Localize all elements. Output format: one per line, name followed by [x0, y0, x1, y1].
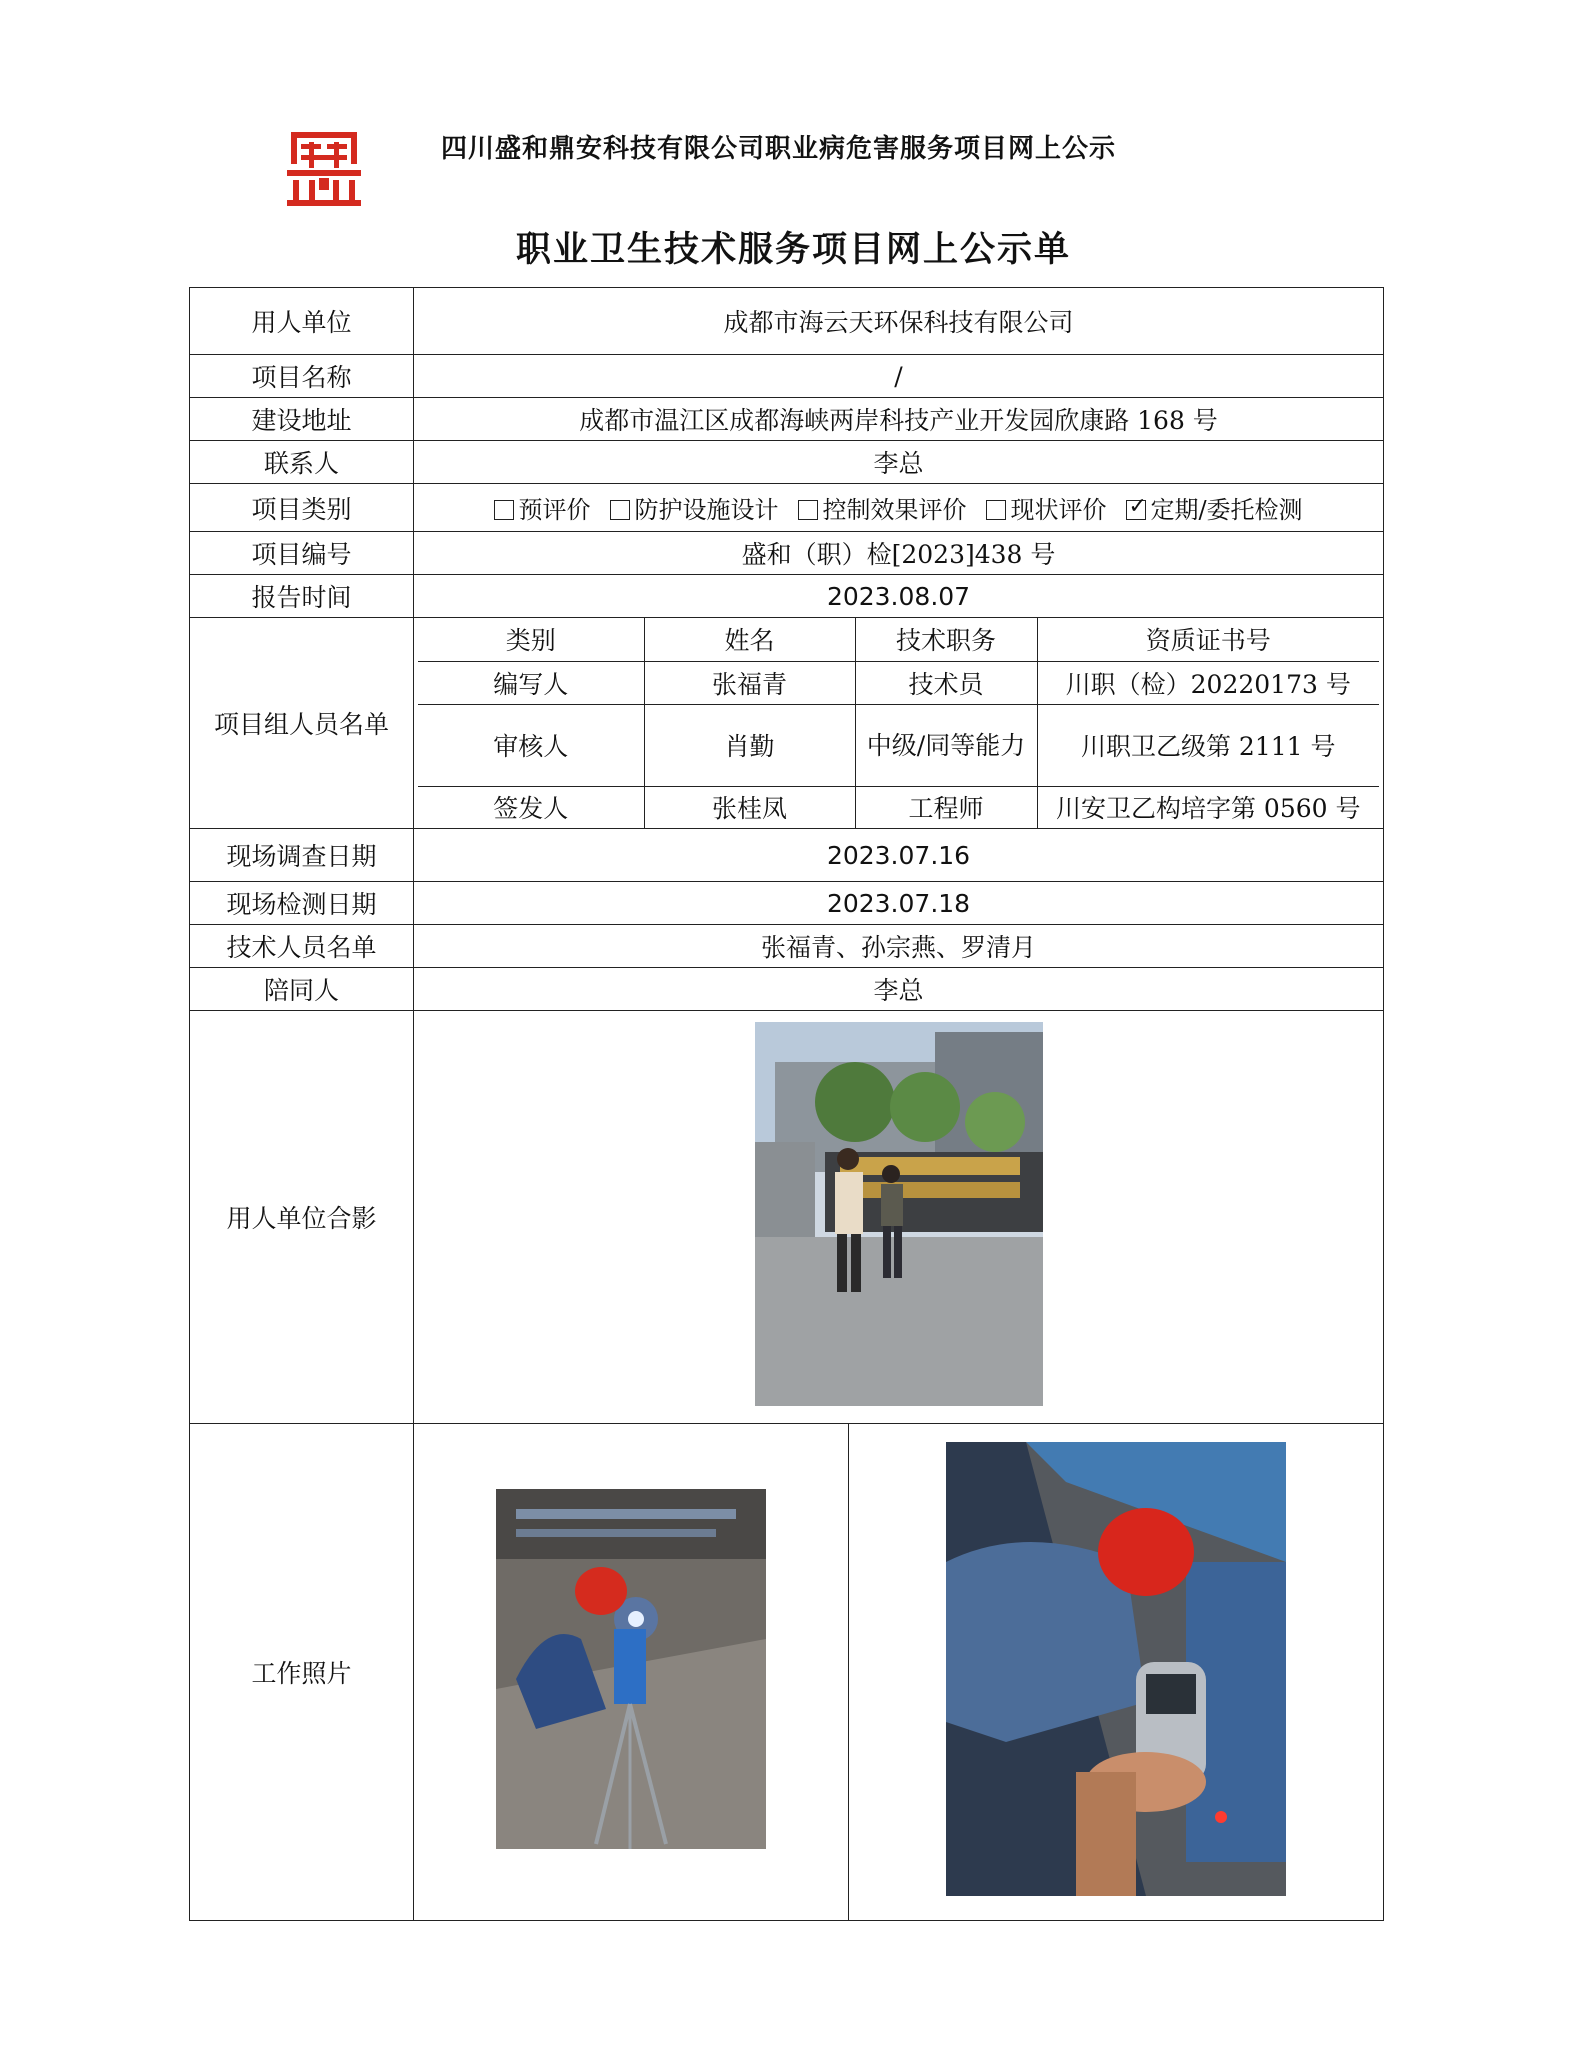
project-no-value: 盛和（职）检[2023]438 号 [414, 532, 1384, 575]
detect-date-label: 现场检测日期 [190, 882, 414, 925]
escort-label: 陪同人 [190, 968, 414, 1011]
team-cert: 川安卫乙构培字第 0560 号 [1037, 786, 1379, 828]
checkbox-icon [986, 500, 1006, 520]
team-header-role: 类别 [418, 618, 644, 661]
project-name-value: / [414, 355, 1384, 398]
team-header-name: 姓名 [644, 618, 855, 661]
category-option-periodic-detection: ✓ 定期/委托检测 [1126, 496, 1302, 524]
team-title: 工程师 [855, 786, 1037, 828]
employer-label: 用人单位 [190, 288, 414, 355]
category-label: 项目类别 [190, 484, 414, 532]
address-value: 成都市温江区成都海峡两岸科技产业开发园欣康路 168 号 [414, 398, 1384, 441]
report-date-label: 报告时间 [190, 575, 414, 618]
team-role: 审核人 [418, 704, 644, 786]
checkbox-icon [494, 500, 514, 520]
detect-date-value: 2023.07.18 [414, 882, 1384, 925]
team-name: 张桂凤 [644, 786, 855, 828]
team-title: 技术员 [855, 661, 1037, 704]
checkbox-icon [610, 500, 630, 520]
employer-value: 成都市海云天环保科技有限公司 [414, 288, 1384, 355]
team-row [418, 704, 1379, 786]
project-name-label: 项目名称 [190, 355, 414, 398]
category-option-pre-assessment: 预评价 [494, 496, 590, 524]
team-name: 肖勤 [644, 704, 855, 786]
checked-checkbox-icon [1126, 500, 1146, 520]
group-photo-cell [414, 1011, 1384, 1424]
work-photo-noise-meter [946, 1442, 1286, 1896]
team-name: 张福青 [644, 661, 855, 704]
category-option-status-assessment: 现状评价 [986, 496, 1106, 524]
tech-staff-value: 张福青、孙宗燕、罗清月 [414, 925, 1384, 968]
tech-staff-label: 技术人员名单 [190, 925, 414, 968]
contact-label: 联系人 [190, 441, 414, 484]
project-no-label: 项目编号 [190, 532, 414, 575]
team-header-cert: 资质证书号 [1037, 618, 1379, 661]
work-photo-cell-2 [849, 1424, 1384, 1921]
category-option-control-effect: 控制效果评价 [798, 496, 966, 524]
survey-date-value: 2023.07.16 [414, 829, 1384, 882]
group-photo-label: 用人单位合影 [190, 1011, 414, 1424]
work-photo-welding [496, 1489, 766, 1849]
work-photo-label: 工作照片 [190, 1424, 414, 1921]
page-title: 职业卫生技术服务项目网上公示单 [515, 229, 1071, 270]
survey-date-label: 现场调查日期 [190, 829, 414, 882]
checkbox-icon [798, 500, 818, 520]
category-options [414, 484, 1384, 532]
team-row [418, 786, 1379, 828]
category-option-protection-design: 防护设施设计 [610, 496, 778, 524]
disclosure-table [189, 287, 1384, 1921]
work-photo-cell-1 [414, 1424, 849, 1921]
group-photo [755, 1022, 1043, 1406]
company-header: 四川盛和鼎安科技有限公司职业病危害服务项目网上公示 [441, 134, 1117, 164]
address-label: 建设地址 [190, 398, 414, 441]
team-title: 中级/同等能力 [855, 704, 1037, 786]
team-header-title: 技术职务 [855, 618, 1037, 661]
team-cert: 川职卫乙级第 2111 号 [1037, 704, 1379, 786]
team-row [418, 661, 1379, 704]
company-logo [287, 128, 361, 208]
team-cell [414, 618, 1384, 829]
team-cert: 川职（检）20220173 号 [1037, 661, 1379, 704]
team-role: 签发人 [418, 786, 644, 828]
team-table [418, 618, 1379, 828]
report-date-value: 2023.08.07 [414, 575, 1384, 618]
contact-value: 李总 [414, 441, 1384, 484]
team-label: 项目组人员名单 [190, 618, 414, 829]
team-role: 编写人 [418, 661, 644, 704]
escort-value: 李总 [414, 968, 1384, 1011]
